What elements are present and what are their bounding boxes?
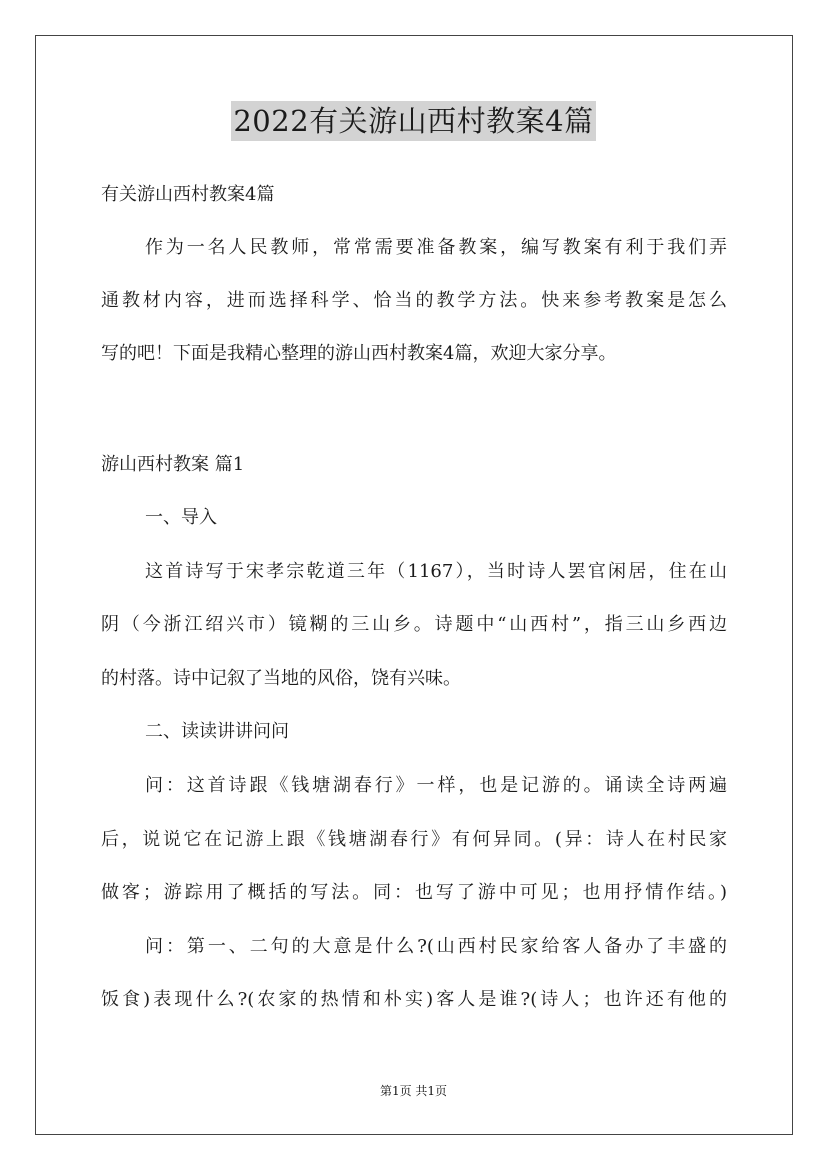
part1-heading: 一、导入	[145, 507, 217, 528]
q1-line-3: 做客；游踪用了概括的写法。同：也写了游中可见；也用抒情作结。)	[101, 882, 727, 903]
document-title: 2022有关游山西村教案4篇	[231, 101, 595, 141]
intro-line-3: 写的吧！下面是我精心整理的游山西村教案4篇，欢迎大家分享。	[101, 343, 617, 364]
part1-line-3: 的村落。诗中记叙了当地的风俗，饶有兴味。	[101, 668, 461, 689]
part2-heading: 二、读读讲讲问问	[145, 721, 289, 742]
part1-line-1: 这首诗写于宋孝宗乾道三年（1167），当时诗人罢官闲居，住在山	[145, 561, 727, 582]
part1-line-2: 阴（今浙江绍兴市）镜糊的三山乡。诗题中“山西村”，指三山乡西边	[101, 614, 727, 635]
q1-line-1: 问：这首诗跟《钱塘湖春行》一样，也是记游的。诵读全诗两遍	[145, 775, 727, 796]
q2-line-2: 饭食)表现什么?(农家的热情和朴实)客人是谁?(诗人；也许还有他的	[101, 989, 727, 1010]
title-wrap	[0, 101, 827, 141]
intro-line-1: 作为一名人民教师，常常需要准备教案，编写教案有利于我们弄	[145, 237, 727, 258]
intro-line-2: 通教材内容，进而选择科学、恰当的教学方法。快来参考教案是怎么	[101, 290, 727, 311]
page-footer: 第1页 共1页	[379, 1084, 448, 1098]
q2-line-1: 问：第一、二句的大意是什么?(山西村民家给客人备办了丰盛的	[145, 936, 727, 957]
section-heading: 游山西村教案 篇1	[101, 454, 245, 475]
document-subtitle: 有关游山西村教案4篇	[101, 184, 275, 205]
q1-line-2: 后，说说它在记游上跟《钱塘湖春行》有何异同。(异：诗人在村民家	[101, 829, 727, 850]
